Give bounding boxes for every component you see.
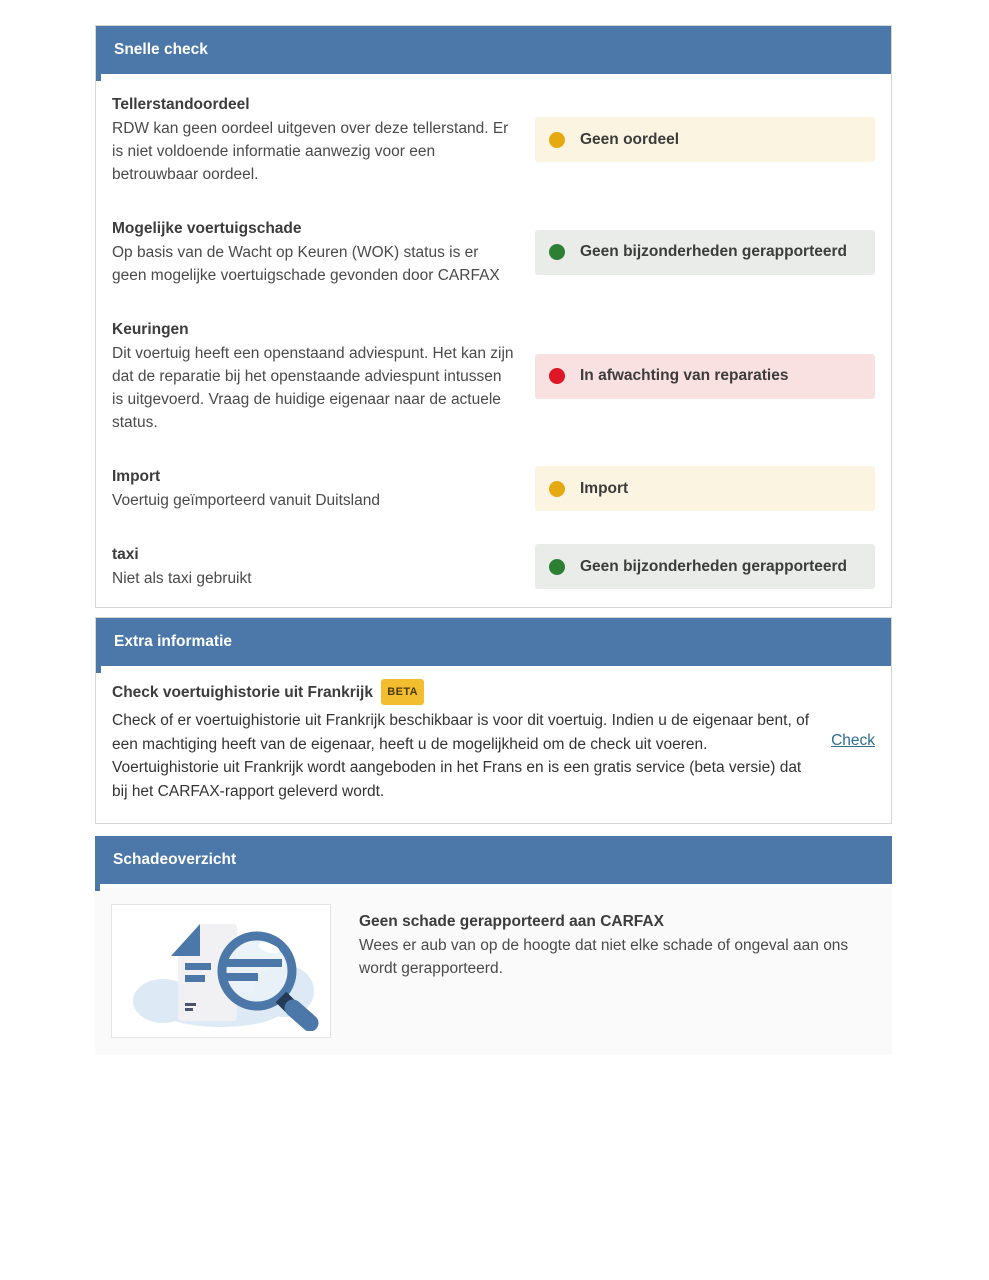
row-title: Keuringen bbox=[112, 321, 189, 338]
row-title: Tellerstandoordeel bbox=[112, 96, 250, 113]
extra-item-title: Check voertuighistorie uit Frankrijk BETA bbox=[112, 679, 809, 705]
row-description: Op basis van de Wacht op Keuren (WOK) status is er geen mogelijke voertuigschade gevonden door CARFAX bbox=[112, 244, 500, 284]
section-title: Schadeoverzicht bbox=[113, 851, 237, 868]
row-description: Voertuig geïmporteerd vanuit Duitsland bbox=[112, 492, 380, 509]
beta-badge: BETA bbox=[381, 679, 424, 705]
status-label: Import bbox=[580, 479, 629, 497]
section-snelle-check bbox=[95, 25, 892, 608]
quick-check-row-import bbox=[112, 465, 875, 512]
quick-check-row-tellerstandoordeel bbox=[112, 93, 875, 186]
status-badge bbox=[535, 230, 875, 275]
damage-illustration-box bbox=[111, 904, 331, 1038]
schade-heading: Geen schade gerapporteerd aan CARFAX bbox=[359, 913, 664, 930]
status-dot-icon bbox=[549, 559, 565, 575]
document-magnifier-illustration bbox=[121, 911, 321, 1031]
status-dot-icon bbox=[549, 244, 565, 260]
status-label: Geen bijzonderheden gerapporteerd bbox=[580, 243, 847, 260]
section-schadeoverzicht bbox=[95, 836, 892, 1055]
row-description: Dit voertuig heeft een openstaand adviespunt. Het kan zijn dat de reparatie bij het openstaande adviespunt intussen is uitgevoerd. Vraag de huidige eigenaar naar de actuele status. bbox=[112, 345, 514, 431]
row-description: RDW kan geen oordeel uitgeven over deze tellerstand. Er is niet voldoende informatie aanwezig voor een betrouwbaar oordeel. bbox=[112, 120, 509, 183]
status-badge bbox=[535, 354, 875, 399]
schadeoverzicht-body bbox=[95, 888, 892, 1055]
status-label: In afwachting van reparaties bbox=[580, 367, 789, 384]
status-label: Geen oordeel bbox=[580, 130, 680, 148]
quick-check-row-voertuigschade bbox=[112, 217, 875, 287]
quick-check-row-keuringen bbox=[112, 318, 875, 434]
extra-item-description: Check of er voertuighistorie uit Frankrijk beschikbaar is voor dit voertuig. Indien u de eigenaar bent, of een machtiging heeft van de eigenaar, heeft u de mogelijkheid om de check uit voeren. Voertuighistorie uit Frankrijk wordt aangeboden in het Frans en is een gratis service (beta versie) dat bij het CARFAX-rapport geleverd wordt. bbox=[112, 712, 810, 800]
section-extra-informatie bbox=[95, 617, 892, 824]
row-title: Import bbox=[112, 468, 161, 485]
status-dot-icon bbox=[549, 481, 565, 497]
quick-check-body bbox=[96, 74, 891, 607]
section-title: Snelle check bbox=[114, 41, 208, 58]
schade-description: Wees er aub van op de hoogte dat niet elke schade of ongeval aan ons wordt gerapporteerd. bbox=[359, 937, 849, 977]
status-dot-icon bbox=[549, 132, 565, 148]
status-badge bbox=[535, 544, 875, 589]
section-header-snelle-check bbox=[96, 26, 891, 74]
section-title: Extra informatie bbox=[114, 633, 233, 650]
section-header-schadeoverzicht bbox=[95, 836, 892, 884]
quick-check-row-taxi bbox=[112, 543, 875, 590]
status-dot-icon bbox=[549, 368, 565, 384]
status-badge bbox=[535, 117, 875, 162]
extra-informatie-body bbox=[96, 666, 891, 823]
row-title: Mogelijke voertuigschade bbox=[112, 220, 302, 237]
status-label: Geen bijzonderheden gerapporteerd bbox=[580, 557, 847, 575]
row-title: taxi bbox=[112, 546, 139, 563]
row-description: Niet als taxi gebruikt bbox=[112, 570, 252, 587]
check-link[interactable]: Check bbox=[831, 732, 875, 749]
section-header-extra-informatie bbox=[96, 618, 891, 666]
status-badge bbox=[535, 466, 875, 511]
